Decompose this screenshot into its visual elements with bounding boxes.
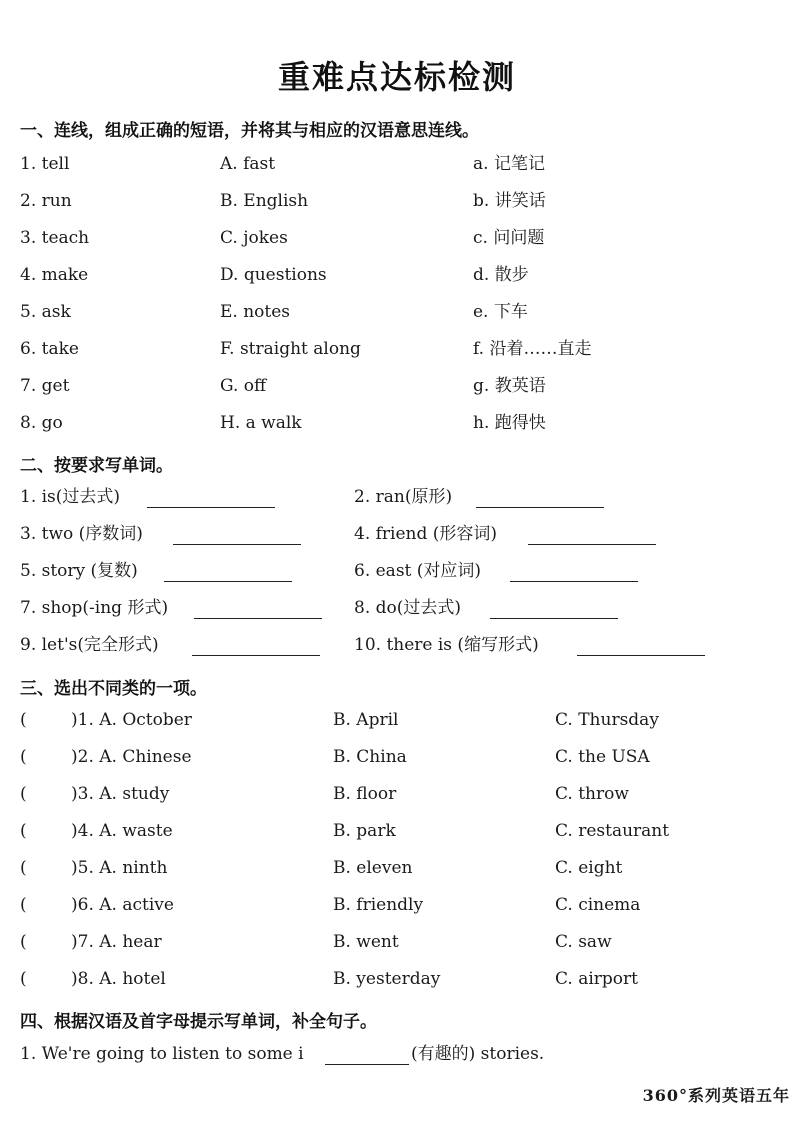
answer-bracket[interactable]: ( (20, 895, 27, 915)
section-4-heading: 四、根据汉语及首字母提示写单词，补全句子。 (20, 1012, 377, 1032)
option-b: B. April (333, 710, 399, 730)
verb-item: 6. take (20, 339, 79, 359)
object-item: H. a walk (220, 413, 302, 433)
answer-bracket[interactable]: ( (20, 821, 27, 841)
object-item: A. fast (220, 154, 276, 174)
question-prompt: 9. let's(完全形式) (20, 635, 159, 655)
option-b: B. friendly (333, 895, 424, 915)
option-c: C. airport (555, 969, 638, 989)
object-item: G. off (220, 376, 267, 396)
option-c: C. the USA (555, 747, 650, 767)
question-prompt: 10. there is (缩写形式) (354, 635, 539, 655)
question-prompt: 1. is(过去式) (20, 487, 121, 507)
verb-item: 3. teach (20, 228, 90, 248)
option-a: )7. A. hear (71, 932, 162, 952)
section-3-heading: 三、选出不同类的一项。 (20, 679, 207, 699)
answer-bracket[interactable]: ( (20, 858, 27, 878)
meaning-item: g. 教英语 (473, 376, 546, 396)
option-a: )4. A. waste (71, 821, 173, 841)
question-prompt: 8. do(过去式) (354, 598, 462, 618)
option-a: )2. A. Chinese (71, 747, 192, 767)
option-b: B. yesterday (333, 969, 441, 989)
meaning-item: h. 跑得快 (473, 413, 546, 433)
object-item: C. jokes (220, 228, 288, 248)
object-item: E. notes (220, 302, 291, 322)
answer-bracket[interactable]: ( (20, 969, 27, 989)
option-a: )8. A. hotel (71, 969, 166, 989)
meaning-item: e. 下车 (473, 302, 528, 322)
meaning-item: b. 讲笑话 (473, 191, 546, 211)
section-2-heading: 二、按要求写单词。 (20, 456, 173, 476)
object-item: D. questions (220, 265, 327, 285)
option-c: C. Thursday (555, 710, 659, 730)
question-prompt: 6. east (对应词) (354, 561, 482, 581)
section-1-heading: 一、连线，组成正确的短语，并将其与相应的汉语意思连线。 (20, 121, 479, 141)
option-b: B. went (333, 932, 399, 952)
question-prompt: 2. ran(原形) (354, 487, 453, 507)
answer-blank[interactable] (173, 544, 301, 545)
option-c: C. eight (555, 858, 623, 878)
answer-blank[interactable] (528, 544, 656, 545)
meaning-item: a. 记笔记 (473, 154, 545, 174)
page-title: 重难点达标检测 (277, 58, 516, 96)
sentence-end: (有趣的) stories. (411, 1044, 545, 1064)
meaning-item: d. 散步 (473, 265, 529, 285)
meaning-item: f. 沿着……直走 (473, 339, 592, 359)
option-c: C. saw (555, 932, 612, 952)
answer-blank[interactable] (147, 507, 275, 508)
verb-item: 1. tell (20, 154, 70, 174)
option-b: B. floor (333, 784, 397, 804)
option-a: )1. A. October (71, 710, 192, 730)
answer-blank[interactable] (476, 507, 604, 508)
question-prompt: 5. story (复数) (20, 561, 138, 581)
sentence-start: 1. We're going to listen to some i (20, 1044, 304, 1064)
object-item: F. straight along (220, 339, 361, 359)
answer-bracket[interactable]: ( (20, 784, 27, 804)
verb-item: 5. ask (20, 302, 71, 322)
option-b: B. eleven (333, 858, 413, 878)
answer-blank[interactable] (194, 618, 322, 619)
option-b: B. park (333, 821, 396, 841)
meaning-item: c. 问问题 (473, 228, 545, 248)
answer-bracket[interactable]: ( (20, 747, 27, 767)
series-footer: 360°系列英语五年 (642, 1086, 790, 1105)
verb-item: 4. make (20, 265, 89, 285)
answer-bracket[interactable]: ( (20, 932, 27, 952)
option-a: )3. A. study (71, 784, 170, 804)
option-b: B. China (333, 747, 407, 767)
answer-bracket[interactable]: ( (20, 710, 27, 730)
verb-item: 8. go (20, 413, 63, 433)
answer-blank[interactable] (164, 581, 292, 582)
answer-blank[interactable] (577, 655, 705, 656)
question-prompt: 3. two (序数词) (20, 524, 143, 544)
option-a: )6. A. active (71, 895, 174, 915)
option-c: C. restaurant (555, 821, 670, 841)
option-c: C. cinema (555, 895, 641, 915)
answer-blank[interactable] (510, 581, 638, 582)
question-prompt: 4. friend (形容词) (354, 524, 498, 544)
verb-item: 2. run (20, 191, 72, 211)
answer-blank[interactable] (490, 618, 618, 619)
verb-item: 7. get (20, 376, 70, 396)
object-item: B. English (220, 191, 309, 211)
answer-blank[interactable] (325, 1064, 409, 1065)
option-a: )5. A. ninth (71, 858, 168, 878)
question-prompt: 7. shop(-ing 形式) (20, 598, 169, 618)
answer-blank[interactable] (192, 655, 320, 656)
option-c: C. throw (555, 784, 629, 804)
